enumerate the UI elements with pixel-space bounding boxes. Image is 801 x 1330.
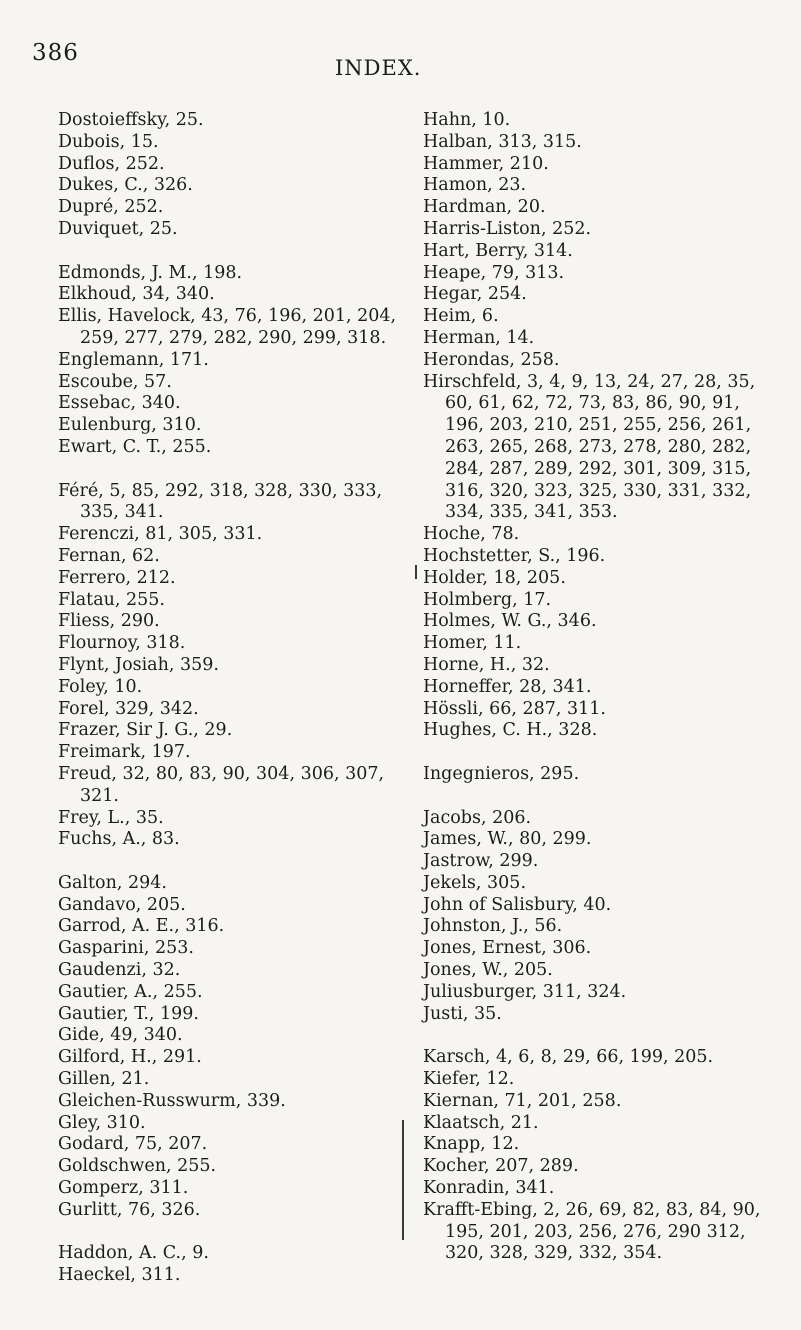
index-entry: Gleichen-Russwurm, 339. (58, 1090, 286, 1111)
index-entry: Heape, 79, 313. (423, 262, 565, 283)
index-column-right (423, 110, 783, 1265)
index-entry: Hoche, 78. (423, 524, 520, 545)
index-entry: Horneffer, 28, 341. (423, 676, 592, 697)
index-entry: Elkhoud, 34, 340. (58, 284, 215, 305)
index-entry: Edmonds, J. M., 198. (58, 262, 243, 283)
index-entry: Holder, 18, 205. (423, 567, 566, 588)
index-entry: Goldschwen, 255. (58, 1156, 217, 1177)
page-number: 386 (32, 40, 79, 66)
index-entry: Gide, 49, 340. (58, 1025, 183, 1046)
index-entry: Freimark, 197. (58, 742, 191, 763)
index-entry: Hegar, 254. (423, 284, 527, 305)
index-column-left (58, 110, 403, 1287)
index-letter-group (423, 808, 783, 1026)
index-entry: Karsch, 4, 6, 8, 29, 66, 199, 205. (423, 1047, 714, 1068)
index-entry: Jacobs, 206. (423, 807, 532, 828)
index-entry: Horne, H., 32. (423, 654, 550, 675)
index-entry: Hamon, 23. (423, 175, 527, 196)
index-entry: Dupré, 252. (58, 197, 164, 218)
index-entry: Gautier, T., 199. (58, 1003, 199, 1024)
index-letter-group (58, 873, 403, 1222)
margin-mark (415, 565, 417, 579)
index-entry: Kiefer, 12. (423, 1069, 515, 1090)
index-entry: Herman, 14. (423, 327, 535, 348)
index-entry: Garrod, A. E., 316. (58, 916, 225, 937)
index-entry: Frazer, Sir J. G., 29. (58, 720, 233, 741)
index-entry: Hahn, 10. (423, 110, 511, 130)
index-entry: Forel, 329, 342. (58, 698, 199, 719)
index-entry: Flatau, 255. (58, 589, 165, 610)
index-entry: Flynt, Josiah, 359. (58, 654, 219, 675)
index-entry: Jones, W., 205. (423, 960, 553, 981)
index-entry: Gilford, H., 291. (58, 1047, 202, 1068)
index-entry: Kocher, 207, 289. (423, 1156, 579, 1177)
index-entry: Klaatsch, 21. (423, 1112, 539, 1133)
index-entry: Hammer, 210. (423, 153, 549, 174)
index-entry: Gasparini, 253. (58, 938, 194, 959)
index-entry: Dostoieffsky, 25. (58, 110, 204, 130)
index-entry: Justi, 35. (423, 1003, 502, 1024)
index-entry: Haeckel, 311. (58, 1265, 181, 1286)
index-entry: Gurlitt, 76, 326. (58, 1199, 201, 1220)
index-entry: Féré, 5, 85, 292, 318, 328, 330, 333, 335, 341. (58, 480, 383, 523)
index-entry: Homer, 11. (423, 633, 522, 654)
index-entry: Duflos, 252. (58, 153, 165, 174)
index-entry: Ellis, Havelock, 43, 76, 196, 201, 204, 259, 277, 279, 282, 290, 299, 318. (58, 306, 397, 348)
index-entry: Ferenczi, 81, 305, 331. (58, 524, 263, 545)
index-entry: Juliusburger, 311, 324. (423, 981, 627, 1002)
index-entry: Ferrero, 212. (58, 567, 176, 588)
index-entry: Heim, 6. (423, 306, 499, 327)
index-entry: Fuchs, A., 83. (58, 829, 180, 850)
index-letter-group (58, 1243, 403, 1287)
index-entry: Fliess, 290. (58, 611, 160, 632)
index-entry: Knapp, 12. (423, 1134, 520, 1155)
index-entry: Frey, L., 35. (58, 807, 164, 828)
index-entry: Hart, Berry, 314. (423, 240, 573, 261)
index-entry: Gley, 310. (58, 1112, 146, 1133)
index-entry: Essebac, 340. (58, 393, 181, 414)
index-entry: Herondas, 258. (423, 349, 560, 370)
index-entry: Dukes, C., 326. (58, 175, 193, 196)
index-letter-group (58, 263, 403, 459)
index-entry: Ewart, C. T., 255. (58, 436, 212, 457)
index-entry: Kiernan, 71, 201, 258. (423, 1090, 622, 1111)
index-entry: Johnston, J., 56. (423, 916, 563, 937)
index-entry: Englemann, 171. (58, 349, 209, 370)
index-entry: Gillen, 21. (58, 1069, 150, 1090)
index-entry: Holmes, W. G., 346. (423, 611, 597, 632)
index-entry: James, W., 80, 299. (423, 829, 592, 850)
column-rule (402, 1120, 404, 1240)
index-entry: Fernan, 62. (58, 545, 160, 566)
running-head: INDEX. (335, 56, 422, 80)
index-entry: Haddon, A. C., 9. (58, 1243, 209, 1264)
index-entry: Gomperz, 311. (58, 1178, 189, 1199)
index-entry: Flournoy, 318. (58, 633, 186, 654)
index-entry: Galton, 294. (58, 872, 167, 893)
index-letter-group (423, 764, 783, 786)
index-entry: Gautier, A., 255. (58, 981, 203, 1002)
index-letter-group (58, 481, 403, 852)
index-entry: Hirschfeld, 3, 4, 9, 13, 24, 27, 28, 35, 60, 61, 62, 72, 73, 83, 86, 90, 91, 196, 203, 210, 251, 255, 256, 261, 263, 265, 268, 273, 278, 280, 282, 284, 287, 289, 292, 301, 309, 315, 316, 320, 323, 325, 330, 331, 332, 334, 335, 341, 353. (423, 371, 756, 523)
index-entry: Dubois, 15. (58, 131, 159, 152)
index-letter-group (423, 110, 783, 742)
index-entry: Ingegnieros, 295. (423, 763, 580, 784)
index-entry: Freud, 32, 80, 83, 90, 304, 306, 307, 321. (58, 763, 385, 806)
index-entry: Jastrow, 299. (423, 851, 539, 872)
index-entry: Jekels, 305. (423, 872, 527, 893)
index-entry: Escoube, 57. (58, 371, 172, 392)
index-entry: Hössli, 66, 287, 311. (423, 698, 606, 719)
index-entry: Jones, Ernest, 306. (423, 938, 592, 959)
index-entry: Konradin, 341. (423, 1178, 555, 1199)
index-letter-group (423, 1047, 783, 1265)
index-entry: Eulenburg, 310. (58, 415, 202, 436)
index-letter-group (58, 110, 403, 241)
index-entry: Hochstetter, S., 196. (423, 545, 606, 566)
index-entry: Godard, 75, 207. (58, 1134, 208, 1155)
index-entry: Halban, 313, 315. (423, 131, 582, 152)
index-entry: Hughes, C. H., 328. (423, 720, 598, 741)
index-entry: Holmberg, 17. (423, 589, 552, 610)
index-entry: Krafft-Ebing, 2, 26, 69, 82, 83, 84, 90, 195, 201, 203, 256, 276, 290 312, 320, 328, 329, 332, 354. (423, 1199, 761, 1264)
index-entry: Foley, 10. (58, 676, 143, 697)
index-entry: Gandavo, 205. (58, 894, 186, 915)
index-entry: Gaudenzi, 32. (58, 960, 181, 981)
index-entry: John of Salisbury, 40. (423, 894, 612, 915)
index-entry: Harris-Liston, 252. (423, 218, 592, 239)
index-entry: Hardman, 20. (423, 197, 546, 218)
index-entry: Duviquet, 25. (58, 218, 178, 239)
